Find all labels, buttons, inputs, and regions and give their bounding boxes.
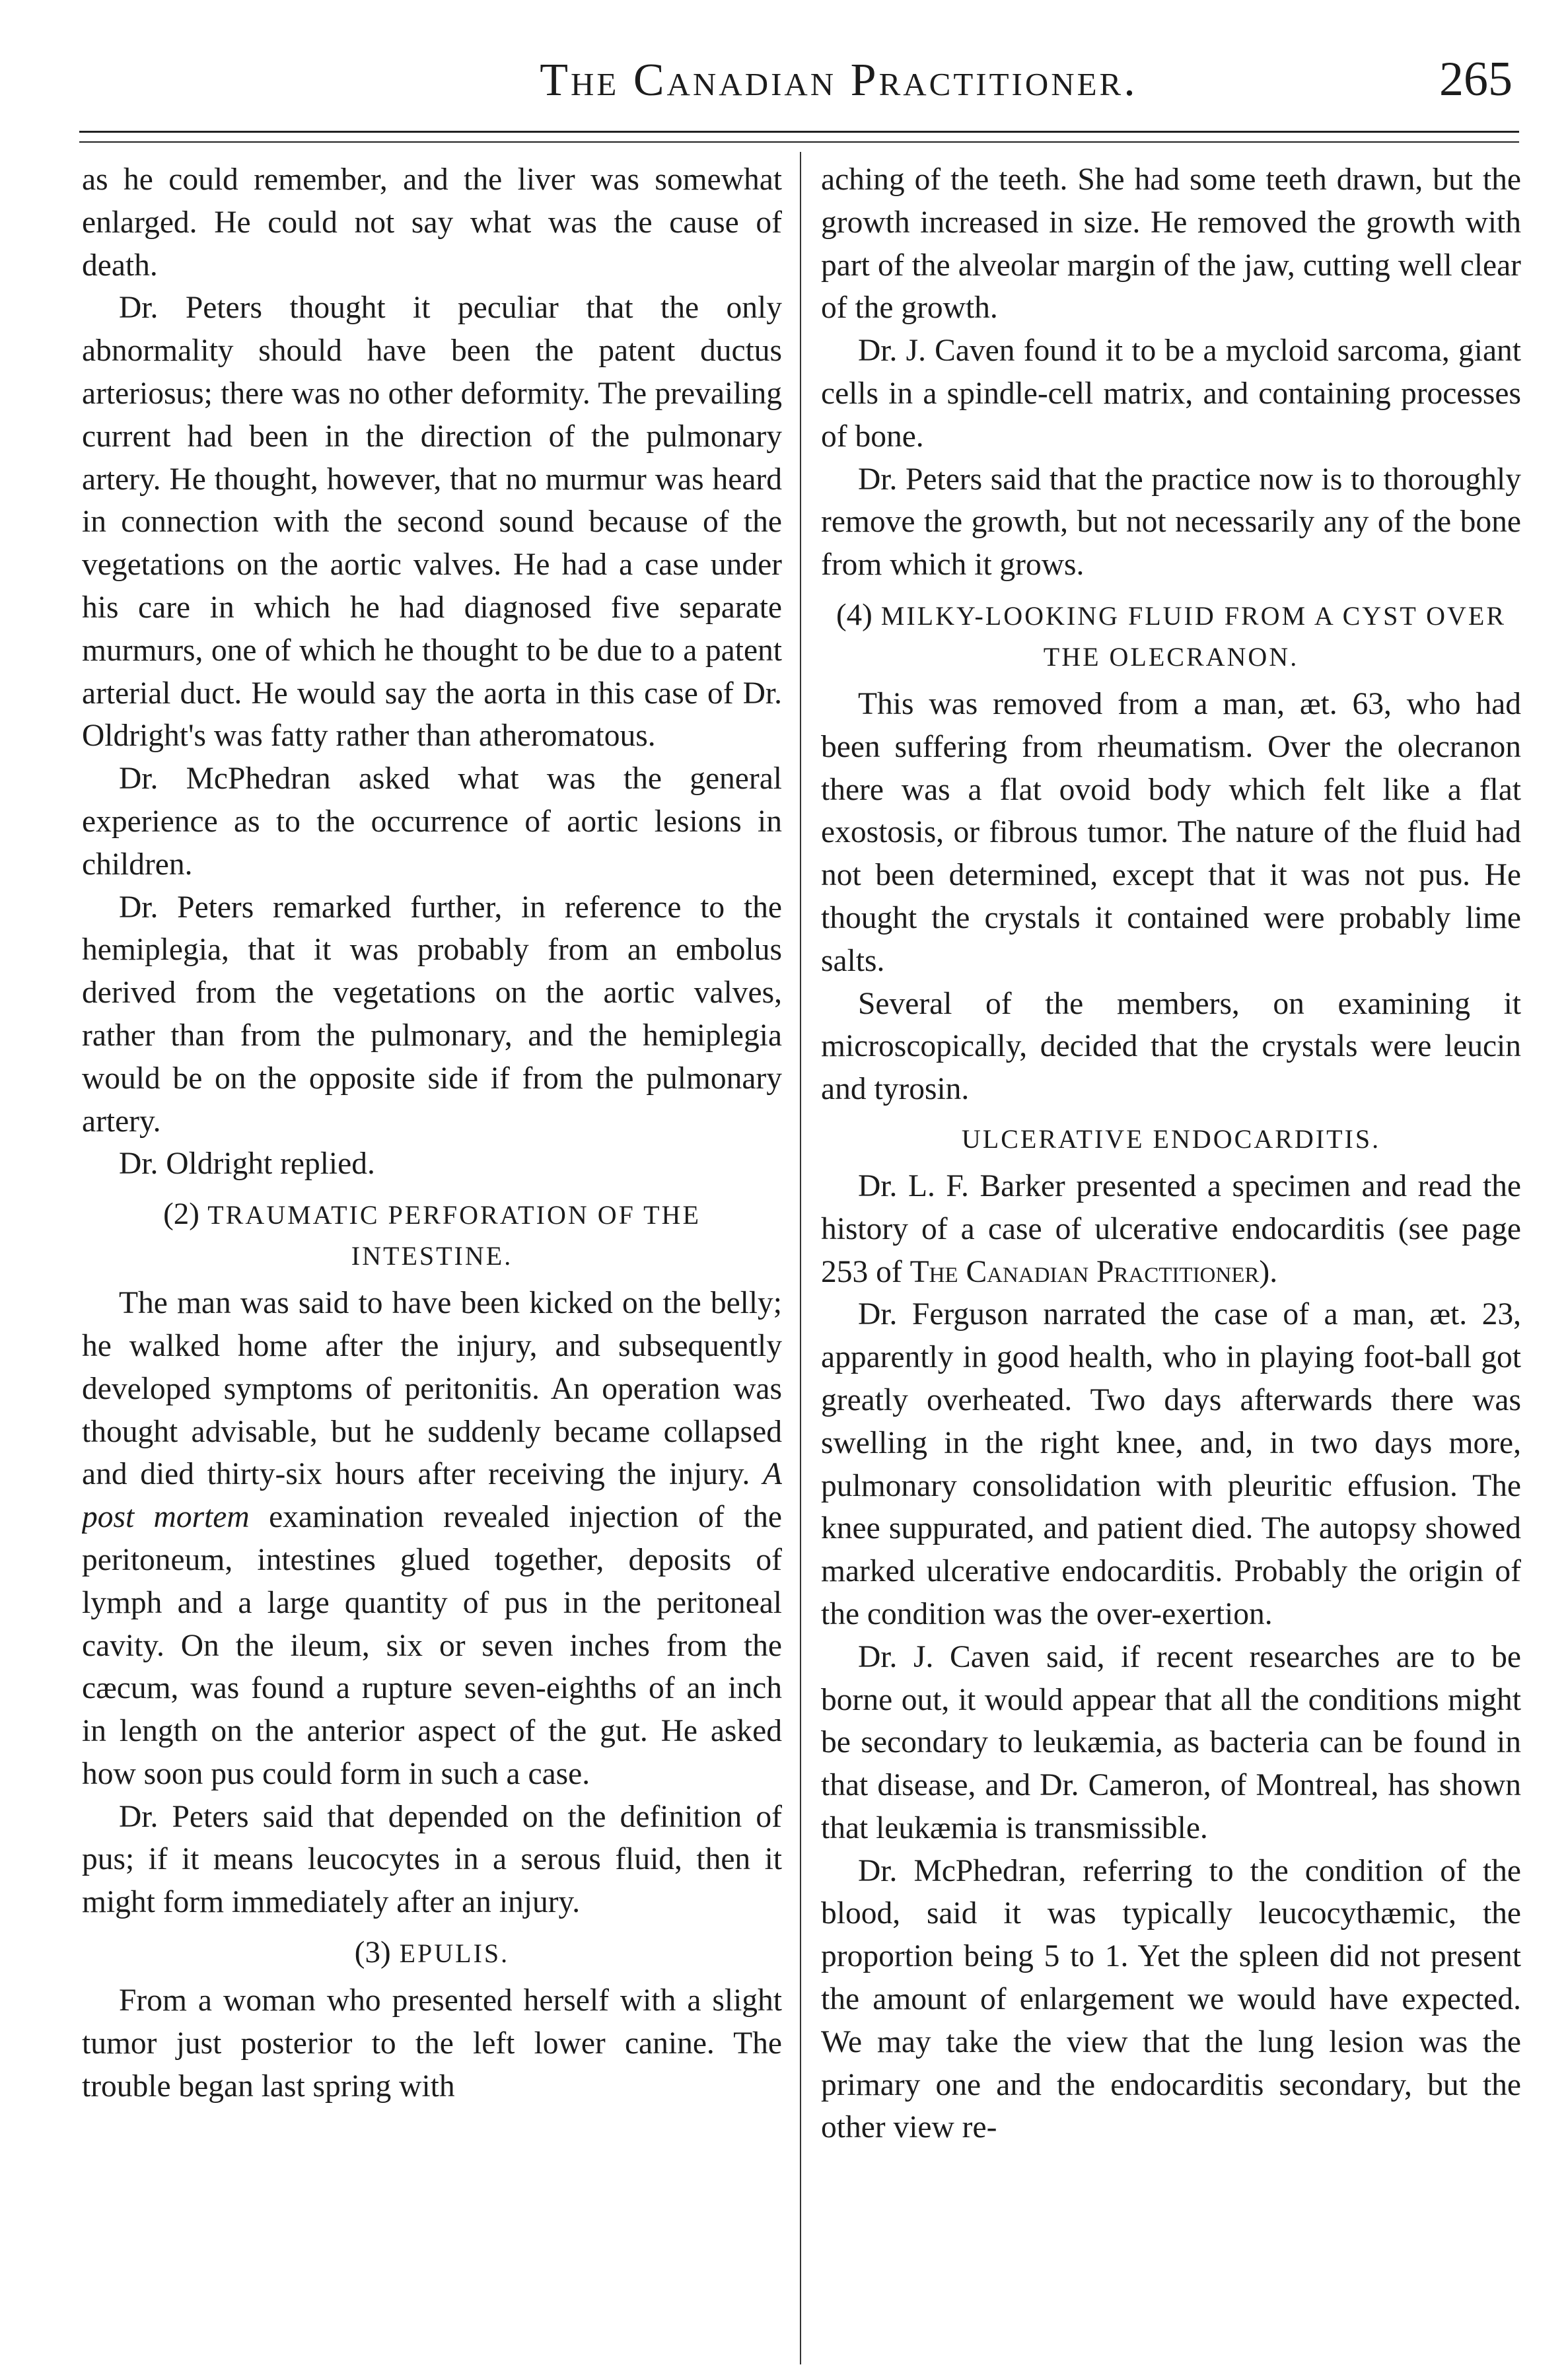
- paragraph: Dr. Ferguson narrated the case of a man, æt. 23, apparently in good health, who in playing foot-ball got greatly overheated. Two days afterwards there was swelling in the right knee, and, in two days more, pulmonary consolidation with pleuritic effusion. The knee suppurated, and patient died. The autopsy showed marked ulcerative endocarditis. Probably the origin of the condition was the over-exertion.: [821, 1297, 1521, 1631]
- paragraph: Dr. Peters thought it peculiar that the only abnormality should have been the patent ductus arteriosus; there was no other deformity. The prevailing current had been in the direction of the pulmonary artery. He thought, however, that no murmur was heard in connection with the second sound because of the vegetations on the aortic valves. He had a case under his care in which he had diagnosed five separate murmurs, one of which he thought to be due to a patent arterial duct. He would say the aorta in this case of Dr. Oldright's was fatty rather than atheromatous.: [82, 291, 782, 754]
- paragraph: Several of the members, on examining it microscopically, decided that the crystals were leucin and tyrosin.: [821, 986, 1521, 1107]
- text-run: Dr. L. F. Barker presented a specimen and read the history of a case of ulcerative endocarditis (see page 253 of: [821, 1168, 1521, 1289]
- left-column: [82, 159, 782, 2364]
- page-number: 265: [1439, 52, 1513, 106]
- right-column: [821, 159, 1521, 2364]
- paragraph: Dr. Peters said that depended on the definition of pus; if it means leucocytes in a serous fluid, then it might form immediately after an injury.: [82, 1799, 782, 1920]
- text-run: ).: [1259, 1254, 1278, 1289]
- column-divider: [800, 152, 801, 2364]
- italic-phrase: A post mortem: [82, 1457, 782, 1535]
- paragraph: This was removed from a man, æt. 63, who had been suffering from rheumatism. Over the olecranon there was a flat ovoid body which felt like a flat exostosis, or fibrous tumor. The nature of the fluid had not been determined, except that it was not pus. He thought the crystals it contained were probably lime salts.: [821, 686, 1521, 978]
- section-number: (2): [163, 1197, 199, 1232]
- paragraph: Dr. McPhedran asked what was the general experience as to the occurrence of aortic lesions in children.: [82, 762, 782, 882]
- section-title: MILKY-LOOKING FLUID FROM A CYST OVER THE OLECRANON.: [880, 600, 1506, 672]
- section-title: TRAUMATIC PERFORATION OF THE INTESTINE.: [207, 1200, 701, 1271]
- text-run: The man was said to have been kicked on the belly; he walked home after the injury, and subsequently developed symptoms of peritonitis. An operation was thought advisable, but he suddenly became collapsed and died thirty-six hours after receiving the injury.: [82, 1286, 782, 1492]
- paragraph: [821, 1165, 1521, 1293]
- section-heading-milky-fluid: [821, 594, 1521, 678]
- section-number: (4): [836, 597, 873, 632]
- paragraph: Dr. McPhedran, referring to the condition of the blood, said it was typically leucocythæmic, the proportion being 5 to 1. Yet the spleen did not present the amount of enlargement we would have expected. We may take the view that the lung lesion was the primary one and the endocarditis secondary, but the other view re-: [821, 1853, 1521, 2145]
- paragraph: Dr. J. Caven found it to be a mycloid sarcoma, giant cells in a spindle-cell matrix, and containing processes of bone.: [821, 334, 1521, 454]
- paragraph: Dr. Oldright replied.: [119, 1147, 375, 1182]
- section-number: (3): [354, 1935, 391, 1970]
- paragraph: From a woman who presented herself with a slight tumor just posterior to the left lower canine. The trouble began last spring with: [82, 1983, 782, 2104]
- journal-title: The Canadian Practitioner.: [540, 55, 1138, 106]
- section-title: EPULIS.: [399, 1938, 510, 1969]
- text-run: examination revealed injection of the peritoneum, intestines glued together, deposits of lymph and a large quantity of pus in the peritoneal cavity. On the ileum, six or seven inches from the cæcum, was found a rupture seven-eighths of an inch in length on the anterior aspect of the gut. He asked how soon pus could form in such a case.: [82, 1500, 782, 1791]
- paragraph: Dr. Peters said that the practice now is to thoroughly remove the growth, but not necessarily any of the bone from which it grows.: [821, 462, 1521, 583]
- paragraph: as he could remember, and the liver was somewhat enlarged. He could not say what was the cause of death.: [82, 162, 782, 283]
- section-title: ULCERATIVE ENDOCARDITIS.: [961, 1123, 1381, 1154]
- journal-name-small-caps: The Canadian Practitioner: [909, 1254, 1260, 1289]
- section-heading-ulcerative-endocarditis: [821, 1119, 1521, 1160]
- paragraph: Dr. Peters remarked further, in reference to the hemiplegia, that it was probably from an embolus derived from the vegetations on the aortic valves, rather than from the pulmonary, and the hemiplegia would be on the opposite side if from the pulmonary artery.: [82, 890, 782, 1139]
- section-heading-traumatic-perforation: [82, 1193, 782, 1277]
- paragraph: Dr. J. Caven said, if recent researches are to be borne out, it would appear that all the conditions might be secondary to leukæmia, as bacteria can be found in that disease, and Dr. Cameron, of Montreal, has shown that leukæmia is transmissible.: [821, 1639, 1521, 1845]
- running-header: [79, 34, 1519, 114]
- header-rule-bottom: [79, 141, 1519, 143]
- header-rule-top: [79, 131, 1519, 133]
- paragraph: [82, 1282, 782, 1796]
- section-heading-epulis: [82, 1932, 782, 1974]
- paragraph: aching of the teeth. She had some teeth drawn, but the growth increased in size. He removed the growth with part of the alveolar margin of the jaw, cutting well clear of the growth.: [821, 162, 1521, 326]
